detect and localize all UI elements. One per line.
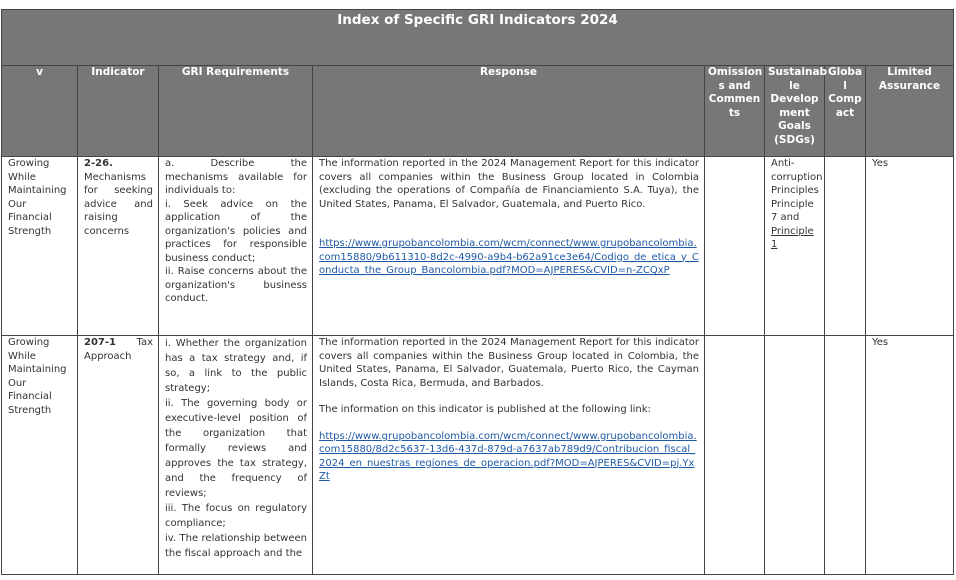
requirement-item: iv. The relationship between the fiscal approach and the (165, 533, 307, 559)
assurance-cell: Yes (866, 336, 954, 575)
header-indicator: Indicator (78, 66, 159, 157)
response-link[interactable]: https://www.grupobancolombia.com/wcm/connect/www.grupobancolombia.com15880/8d2c5637-13d6-437d-879d-a7637ab789d9/Contribucion_fiscal_2024_en_nuestras_regiones_de_operacion.pdf?MOD=AJPERES&CVID=pj.YxZt (319, 430, 697, 482)
indicator-cell (78, 157, 159, 336)
response-text: The information reported in the 2024 Management Report for this indicator covers all companies within the Business Group located in Colombia (excluding the operations of Compañía de Financiamiento S.A. Tuya), the United States, Panama, El Salvador, Guatemala, and Puerto Rico. (319, 158, 699, 210)
requirements-cell (159, 157, 313, 336)
header-col1: v (2, 66, 78, 157)
requirements-cell (159, 336, 313, 575)
header-omissions: Omission s and Commen ts (705, 66, 765, 157)
sdg-item: Principle 7 and (771, 198, 814, 223)
requirement-item: a. Describe the mechanisms available for individuals to: (165, 158, 307, 196)
requirement-item: ii. The governing body or executive-level position of the organization that formally reviews and approves the tax strategy, and the frequency of reviews; (165, 398, 307, 499)
topic-cell: Growing While Maintaining Our Financial Strength (2, 157, 78, 336)
sdg-item: Anti-corruption (771, 158, 823, 183)
indicator-code: 2-26. (84, 158, 113, 169)
header-requirements: GRI Requirements (159, 66, 313, 157)
sdgs-cell (765, 157, 825, 336)
header-global-compact: Globa l Comp act (825, 66, 866, 157)
response-cell (313, 157, 705, 336)
requirement-item: iii. The focus on regulatory compliance; (165, 503, 307, 529)
indicator-code: 207-1 (84, 337, 116, 348)
indicator-name: Mechanisms for seeking advice and raising concerns (84, 171, 153, 237)
sdgs-cell (765, 336, 825, 575)
omissions-cell (705, 336, 765, 575)
response-text: The information reported in the 2024 Management Report for this indicator covers all companies within the Business Group located in Colombia, the United States, Panama, El Salvador, Guatemala, Puerto Rico, the Cayman Islands, Costa Rica, Bermuda, and Barbados. (319, 337, 699, 389)
gri-index-table (1, 9, 954, 575)
header-response: Response (313, 66, 705, 157)
sdg-item: Principle 1 (771, 225, 814, 250)
topic-cell: Growing While Maintaining Our Financial Strength (2, 336, 78, 575)
requirement-item: i. Seek advice on the application of the organization's policies and practices for responsible business conduct; (165, 198, 307, 264)
table-row (2, 157, 954, 336)
response-text-2: The information on this indicator is published at the following link: (319, 404, 651, 415)
global-compact-cell (825, 336, 866, 575)
requirement-item: ii. Raise concerns about the organization's business conduct. (165, 266, 307, 304)
omissions-cell (705, 157, 765, 336)
response-link[interactable]: https://www.grupobancolombia.com/wcm/connect/www.grupobancolombia.com15880/9b611310-8d2c-4990-a9b4-b62a91ce3e64/Codigo_de_etica_y_Conducta_the_Group_Bancolombia.pdf?MOD=AJPERES&CVID=n-ZCQxP (319, 238, 699, 276)
indicator-cell (78, 336, 159, 575)
response-cell (313, 336, 705, 575)
table-row (2, 336, 954, 575)
assurance-cell: Yes (866, 157, 954, 336)
requirement-item: i. Whether the organization has a tax strategy and, if so, a link to the public strategy; (165, 338, 307, 394)
header-sdgs: Sustainab le Develop ment Goals (SDGs) (765, 66, 825, 157)
table-title: Index of Specific GRI Indicators 2024 (2, 10, 954, 66)
sdg-item: Principles (771, 185, 819, 196)
global-compact-cell (825, 157, 866, 336)
header-row (2, 66, 954, 157)
indicator-name: Tax Approach (84, 337, 153, 362)
header-assurance: Limited Assurance (866, 66, 954, 157)
